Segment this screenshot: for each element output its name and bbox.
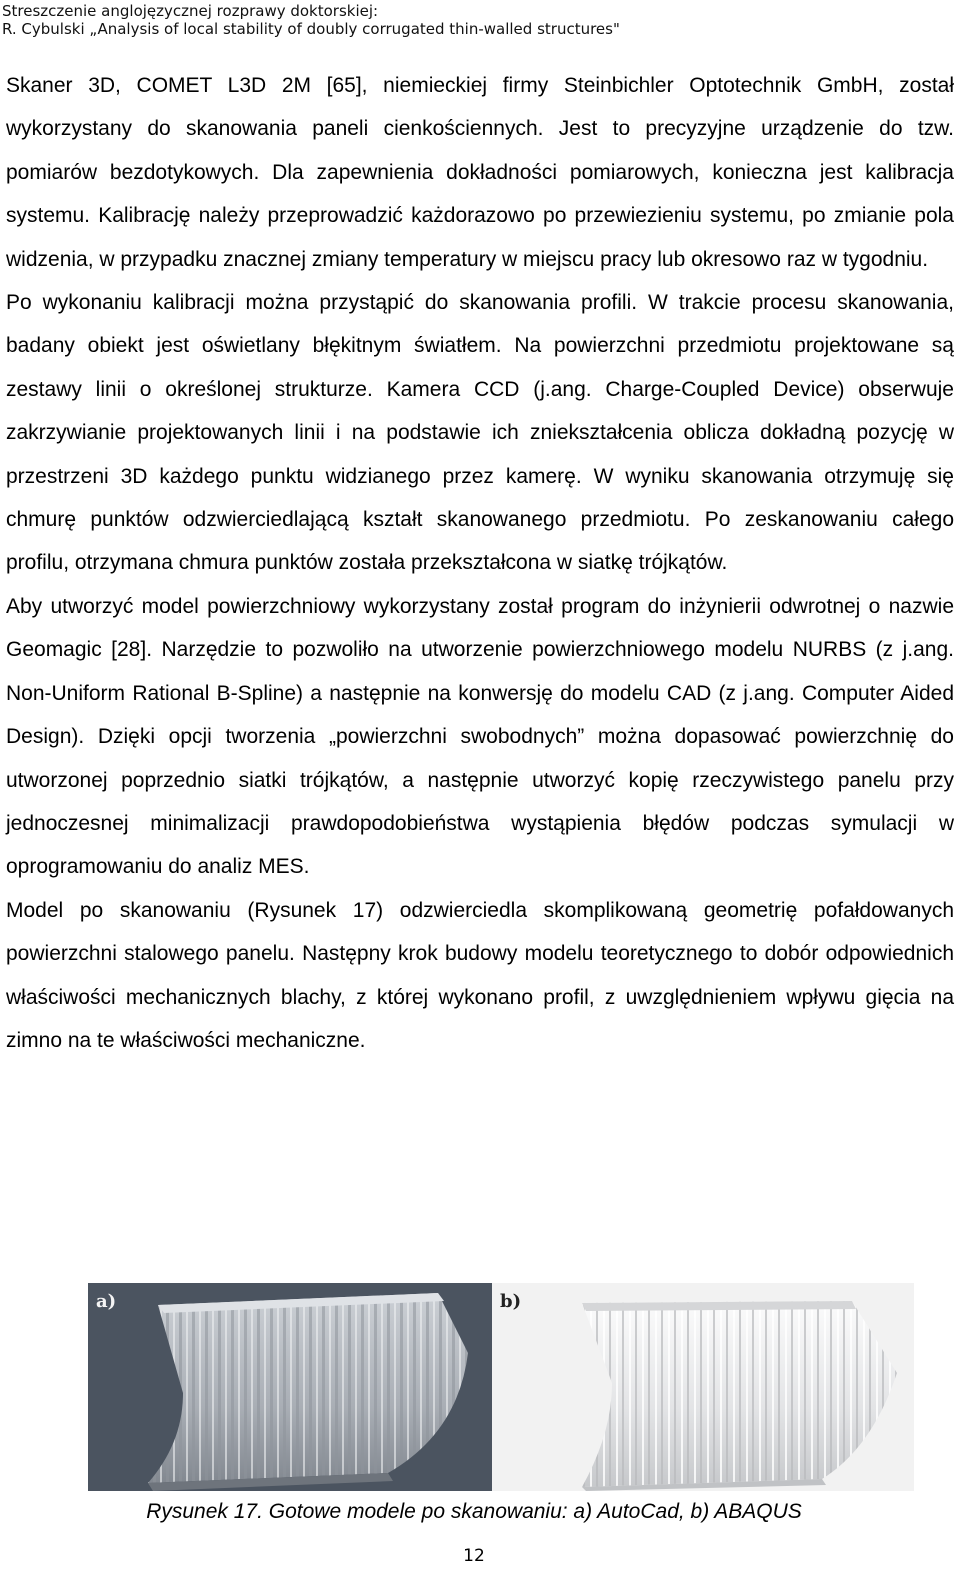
header-line-2: R. Cybulski „Analysis of local stability of doubly corrugated thin-walled structures" [2, 20, 620, 38]
autocad-model-render [88, 1283, 494, 1491]
figure-17 [88, 1283, 914, 1491]
body-text [6, 64, 954, 1062]
label-a: a) [96, 1291, 117, 1312]
figure-caption: Rysunek 17. Gotowe modele po skanowaniu: a) AutoCad, b) ABAQUS [146, 1500, 802, 1523]
figure-panel-b [492, 1283, 914, 1491]
header-line-1: Streszczenie anglojęzycznej rozprawy doktorskiej: [2, 2, 379, 20]
page-number: 12 [463, 1546, 485, 1566]
figure-panel-a [88, 1283, 494, 1491]
paragraph-2: Po wykonaniu kalibracji można przystąpić do skanowania profili. W trakcie procesu skanowania, badany obiekt jest oświetlany błękitnym światłem. Na powierzchni przedmiotu projektowane są zestawy linii o określonej strukturze. Kamera CCD (j.ang. Charge-Coupled Device) obserwuje zakrzywianie projektowanych linii i na podstawie ich zniekształcenia oblicza dokładną pozycję w przestrzeni 3D każdego punktu widzianego przez kamerę. W wyniku skanowania otrzymuję się chmurę punktów odzwierciedlającą kształt skanowanego przedmiotu. Po zeskanowaniu całego profilu, otrzymana chmura punktów została przekształcona w siatkę trójkątów. [6, 291, 954, 575]
paragraph-4: Model po skanowaniu (Rysunek 17) odzwierciedla skomplikowaną geometrię pofałdowanych powierzchni stalowego panelu. Następny krok budowy modelu teoretycznego to dobór odpowiednich właściwości mechanicznych blachy, z której wykonano profil, z uwzględnieniem wpływu gięcia na zimno na te właściwości mechaniczne. [6, 898, 954, 1052]
paragraph-3: Aby utworzyć model powierzchniowy wykorzystany został program do inżynierii odwrotnej o nazwie Geomagic [28]. Narzędzie to pozwoliło na utworzenie powierzchniowego modelu NURBS (z j.ang. Non-Uniform Rational B-Spline) a następnie na konwersję do modelu CAD (z j.ang. Computer Aided Design). Dzięki opcji tworzenia „powierzchni swobodnych” można dopasować powierzchnię do utworzonej poprzednio siatki trójkątów, a następnie utworzyć kopię rzeczywistego panelu przy jednoczesnej minimalizacji prawdopodobieństwa wystąpienia błędów podczas symulacji w oprogramowaniu do analiz MES. [6, 594, 954, 879]
abaqus-model-render [492, 1283, 914, 1491]
paragraph-1: Skaner 3D, COMET L3D 2M [65], niemieckiej firmy Steinbichler Optotechnik GmbH, został wykorzystany do skanowania paneli cienkościennych. Jest to precyzyjne urządzenie do tzw. pomiarów bezdotykowych. Dla zapewnienia dokładności pomiarowych, konieczna jest kalibracja systemu. Kalibrację należy przeprowadzić każdorazowo po przewiezieniu systemu, po zmianie pola widzenia, w przypadku znacznej zmiany temperatury w miejscu pracy lub okresowo raz w tygodniu. [6, 74, 954, 271]
panel-surface-b [582, 1301, 897, 1487]
running-header [2, 2, 620, 38]
panel-surface-a [148, 1293, 468, 1483]
label-b: b) [500, 1291, 522, 1312]
